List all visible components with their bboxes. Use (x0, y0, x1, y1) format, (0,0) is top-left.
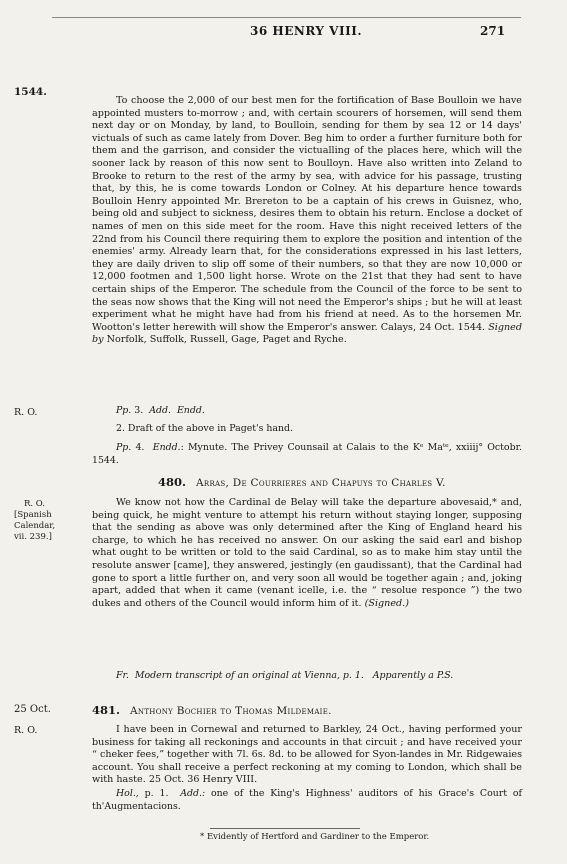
endd-label: Endd. (176, 405, 205, 416)
footnote: * Evidently of Hertford and Gardiner to the Emperor. (200, 832, 430, 842)
pp-label: Pp. (116, 405, 132, 416)
entry-480-source-note (14, 499, 76, 543)
letter-479-body (92, 95, 522, 347)
pp4-line (92, 442, 522, 467)
entry-number: 481. (92, 703, 121, 717)
add-label: Add. (149, 405, 171, 416)
fr-line (92, 670, 522, 683)
ro-note-479: R. O. (14, 407, 38, 418)
running-title: 36 HENRY VIII. (250, 24, 363, 38)
pp-count: 4. (135, 442, 145, 453)
source-spanish: [Spanish (14, 510, 52, 520)
entry-480-heading (158, 475, 446, 489)
draft-line: 2. Draft of the above in Paget's hand. (116, 423, 294, 434)
page-number: 271 (480, 24, 506, 38)
pp-count: 3. (134, 405, 144, 416)
hol-line (92, 788, 522, 813)
hol-label: Hol., (116, 788, 139, 799)
signed-label: Signed by (92, 321, 522, 346)
fr-apparently: Apparently a P.S. (372, 670, 454, 681)
entry-480-body (92, 497, 522, 610)
entry-481-date: 25 Oct. (14, 704, 51, 715)
entry-481-heading (92, 703, 332, 717)
entry-title: Anthony Bochier to Thomas Mildemaie. (130, 705, 332, 717)
signers: Norfolk, Suffolk, Russell, Gage, Paget and Ryche. (106, 334, 347, 346)
address-text: one of the King's Highness' auditors of his Grace's Court of th'Augmentacions. (92, 788, 523, 812)
endd-label: Endd. (152, 442, 181, 453)
pp-label: Pp. (116, 442, 132, 453)
pp3-line (92, 405, 522, 418)
source-calendar: Calendar, (14, 521, 56, 531)
source-volume: vii. 239.] (14, 532, 52, 542)
header-rule (52, 17, 521, 18)
endorsement-text: : Mynute. The Privey Counsail at Calais to the Kᵉ Maᵗᵉ, xxiiij° Octobr. 1544. (92, 442, 522, 466)
ro-note-481: R. O. (14, 725, 38, 736)
add-label: Add.: (180, 788, 206, 799)
year-marginal: 1544. (14, 86, 47, 98)
entry-481-body: I have been in Cornewal and returned to Barkley, 24 Oct., having performed your business for taking all reckonings and accounts in that circuit ; and have received your “ cheker fees,” together with 7l. 6s. 8d. to be allowed for Syon-landes in Mr. Ridgewaies account. You shall receive a perfect reckoning at my coming to London, which shall be with haste. 25 Oct. 36 Henry VIII. (92, 724, 522, 786)
hol-pages: p. 1. (144, 788, 169, 799)
fr-label: Fr. (116, 670, 129, 681)
letter-479-text: To choose the 2,000 of our best men for the fortification of Base Boulloin we have appointed musters to-morrow ; and, with certain scourers of horsemen, will send them next day or on Monday, by land, to Boulloin, sending for them by sea 12 or 14 days' victuals of such as came lately from Dover. Beg him to order a further furniture both for them and the garrison, and consider the victualling of the places here, which will the sooner lack by reason of this now sent to Boulloyn. Have also written into Zeland to Brooke to return to the rest of the army by sea, with advice for his passage, trusting that, by this, he is come towards London or Colney. At his departure hence towards Boulloin Henry appointed Mr. Brereton to be a captain of his crews in Guisnez, who, being old and subject to sickness, desires them to obtain his return. Enclose a docket of names of men on this side meet for the room. Have this night received letters of the 22nd from his Council there requiring them to explore the position and intention of the enemies' army. Already learn that, for the considerations expressed in his last letters, they are daily driven to slip off some of their numbers, so that they are now 10,000 or 12,000 footmen and 1,500 light horse. Wrote on the 21st that they had sent to have certain ships of the Emperor. The schedule from the Council of the force to be sent to the seas now shows that the King will not need the Emperor's ships ; but he will at least experiment what he might have had from his friend at need. As to the horsemen Mr. Wootton's letter herewith will show the Emperor's answer. Calays, 24 Oct. 1544. (92, 95, 522, 333)
source-ro: R. O. (24, 499, 45, 509)
fr-description: Modern transcript of an original at Vienna, p. 1. (134, 670, 364, 681)
entry-number: 480. (158, 475, 187, 489)
entry-title: Arras, De Courrieres and Chapuys to Charles V. (196, 477, 446, 489)
signed-note: (Signed.) (364, 597, 409, 609)
footnote-rule (210, 828, 360, 829)
entry-480-text: We know not how the Cardinal de Belay will take the departure abovesaid,* and, being quick, he might venture to attempt his return without staying longer, supposing that the sending as above was only determined after the King of England heard his charge, to which he has received no answer. On our asking the said earl and bishop what ought to be written or told to the said Cardinal, so as to make him stay until the resolute answer [came], they answered, jestingly (en gaudissant), that the Cardinal had gone to sport a little further on, and very soon all would be together again ; and, joking apart, added that when it came (venant icelle, i.e. the “ resolue responce ”) the two dukes and others of the Council would inform him of it. (92, 497, 522, 609)
